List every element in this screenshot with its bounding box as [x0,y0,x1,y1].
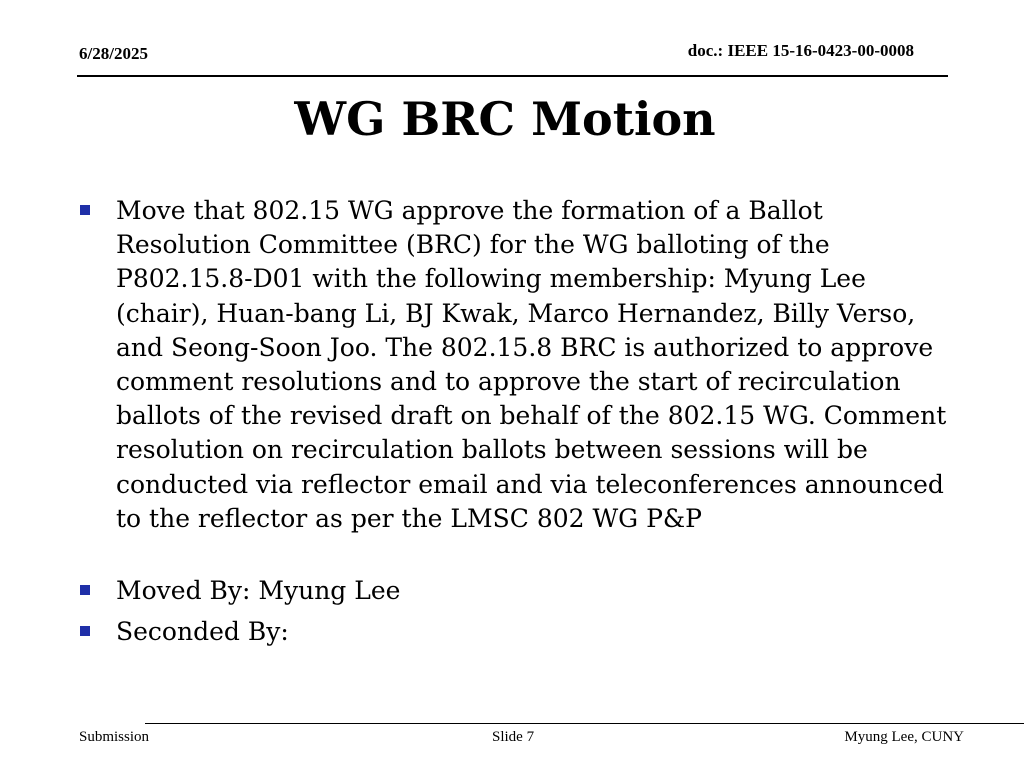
bullet-item-motion [78,194,948,536]
bullet-list [78,194,948,649]
footer-slide-number: Slide 7 [492,729,535,745]
bullet-item-seconded-by [78,615,948,649]
square-bullet-icon [80,585,90,595]
bullet-text: Move that 802.15 WG approve the formation of a Ballot Resolution Committee (BRC) for the WG balloting of the P802.15.8-D01 with the following membership: Myung Lee (chair), Huan-bang Li, BJ Kwak, Marco Hernandez, Billy Verso, and Seong-Soon Joo. The 802.15.8 BRC is authorized to approve comment resolutions and to approve the start of recirculation ballots of the revised draft on behalf of the 802.15 WG. Comment resolution on recirculation ballots between sessions will be conducted via reflector email and via teleconferences announced to the reflector as per the LMSC 802 WG P&P [116,196,947,533]
bullet-text: Seconded By: [116,617,289,647]
square-bullet-icon [80,626,90,636]
footer-submission: Submission [79,729,150,745]
header-date: 6/28/2025 [79,44,148,63]
square-bullet-icon [80,205,90,215]
footer-author: Myung Lee, CUNY [844,729,964,745]
bullet-text: Moved By: Myung Lee [116,576,401,606]
header-doc-id: doc.: IEEE 15-16-0423-00-0008 [687,41,914,60]
bullet-item-moved-by [78,574,948,608]
slide-title: WG BRC Motion [294,92,716,146]
header-divider [77,75,948,77]
footer-divider [145,723,1024,724]
